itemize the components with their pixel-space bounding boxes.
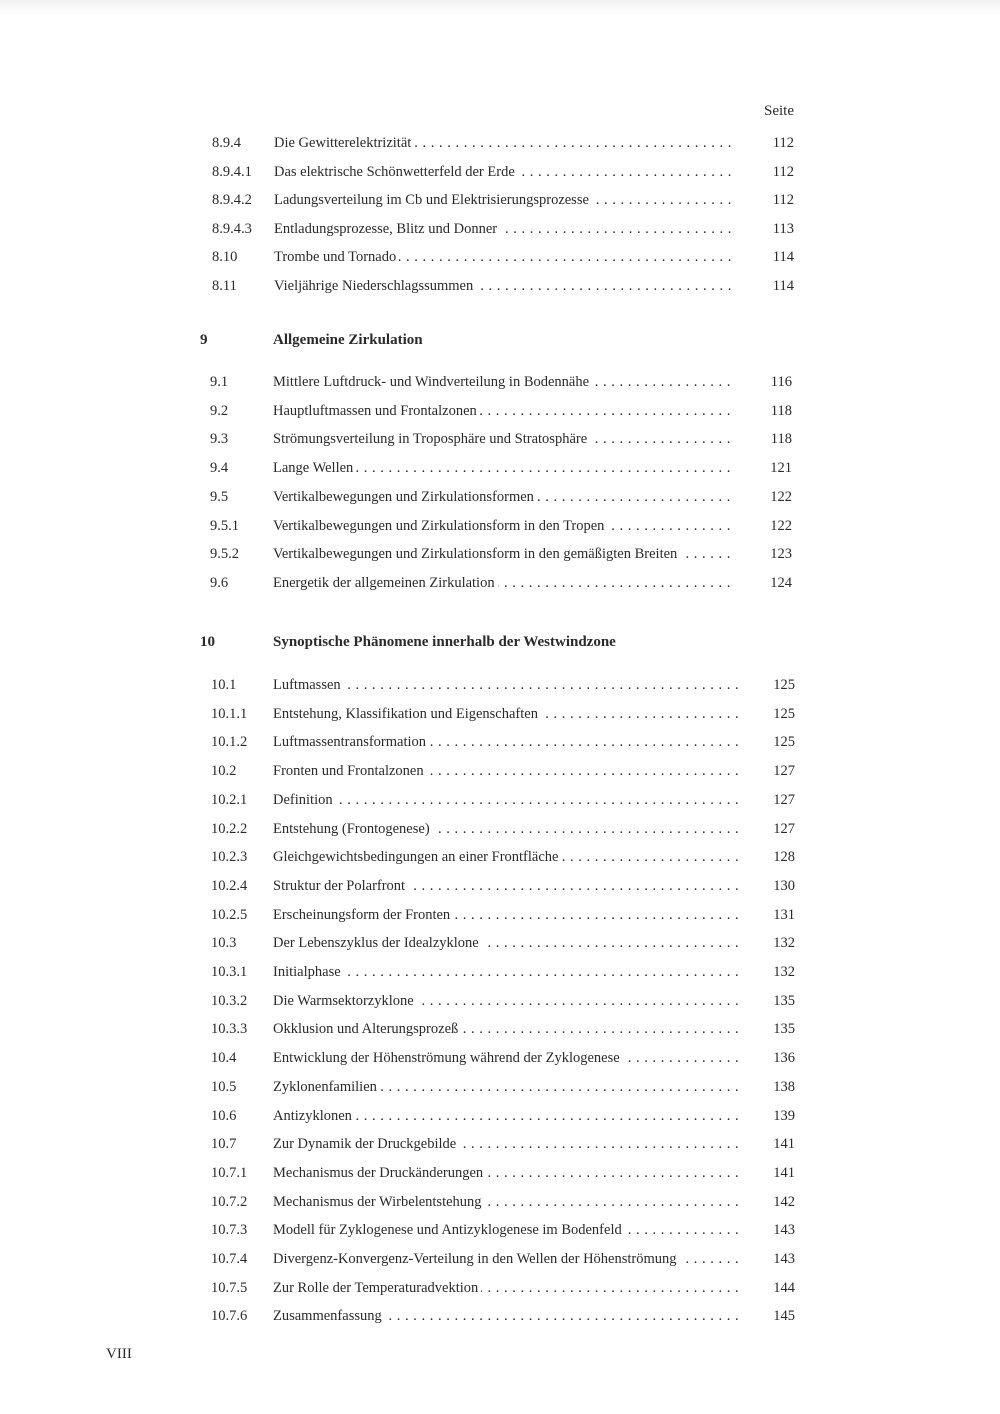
- entry-title: [273, 428, 736, 450]
- entry-title-text: Der Lebenszyklus der Idealzyklone: [273, 935, 482, 951]
- entry-title: [273, 674, 738, 696]
- entry-number: 10.7: [211, 1136, 237, 1152]
- entry-number: 10.3: [211, 935, 237, 951]
- entry-title-text: Antizyklonen: [273, 1108, 355, 1124]
- toc-entry[interactable]: [211, 990, 795, 1012]
- chapter-number: 10: [200, 634, 215, 650]
- entry-title: [274, 161, 736, 183]
- entry-page-number: 132: [773, 935, 795, 951]
- entry-page-number: 114: [772, 249, 794, 265]
- entry-number: 10.2.1: [211, 792, 248, 808]
- entry-number: 10.2: [211, 763, 237, 779]
- entry-title: [273, 1047, 738, 1069]
- toc-entry[interactable]: [211, 1277, 795, 1299]
- entry-page-number: 112: [772, 192, 794, 208]
- entry-title: [273, 572, 736, 594]
- page-number: VIII: [106, 1346, 132, 1362]
- entry-page-number: 122: [770, 518, 792, 534]
- toc-entry[interactable]: [211, 1305, 795, 1327]
- entry-title: [273, 1076, 738, 1098]
- entry-title-text: Das elektrische Schönwetterfeld der Erde: [274, 164, 518, 180]
- entry-number: 10.3.2: [211, 993, 248, 1009]
- entry-title-text: Strömungsverteilung in Troposphäre und Stratosphäre: [273, 431, 590, 447]
- entry-page-number: 139: [773, 1108, 795, 1124]
- entry-title-text: Zur Rolle der Temperaturadvektion: [273, 1280, 481, 1296]
- entry-page-number: 118: [770, 403, 792, 419]
- entry-number: 10.1.2: [211, 734, 248, 750]
- entry-number: 9.1: [210, 374, 229, 390]
- entry-title-text: Zur Dynamik der Druckgebilde: [273, 1136, 459, 1152]
- entry-title: [273, 457, 736, 479]
- entry-number: 10.7.3: [211, 1222, 248, 1238]
- entry-title-text: Erscheinungsform der Fronten: [273, 907, 453, 923]
- entry-page-number: 135: [773, 993, 795, 1009]
- entry-title-text: Entstehung (Frontogenese): [273, 821, 433, 837]
- entry-title: [273, 731, 738, 753]
- entry-title-text: Energetik der allgemeinen Zirkulation: [273, 575, 498, 591]
- toc-entry[interactable]: [211, 1076, 795, 1098]
- entry-title: [274, 275, 736, 297]
- entry-title-text: Divergenz-Konvergenz-Verteilung in den Wellen der Höhenströmung: [273, 1251, 680, 1267]
- toc-entry[interactable]: [211, 961, 795, 983]
- entry-page-number: 145: [773, 1308, 795, 1324]
- entry-page-number: 128: [773, 849, 795, 865]
- entry-number: 10.7.1: [211, 1165, 248, 1181]
- entry-number: 10.7.2: [211, 1194, 248, 1210]
- entry-number: 8.10: [212, 249, 238, 265]
- entry-title: [274, 218, 736, 240]
- entry-number: 10.3.3: [211, 1021, 248, 1037]
- entry-page-number: 136: [773, 1050, 795, 1066]
- entry-title: [274, 132, 736, 154]
- entry-number: 10.2.3: [211, 849, 248, 865]
- entry-number: 9.5.1: [210, 518, 239, 534]
- entry-title-text: Mechanismus der Druckänderungen: [273, 1165, 486, 1181]
- entry-title: [273, 1277, 738, 1299]
- entry-page-number: 127: [773, 792, 795, 808]
- entry-title-text: Zyklonenfamilien: [273, 1079, 380, 1095]
- entry-page-number: 121: [770, 460, 792, 476]
- toc-entry[interactable]: [211, 932, 795, 954]
- entry-page-number: 131: [773, 907, 795, 923]
- entry-title: [273, 1105, 738, 1127]
- entry-title-text: Luftmassen: [273, 677, 344, 693]
- entry-title-text: Mechanismus der Wirbelentstehung: [273, 1194, 485, 1210]
- entry-page-number: 124: [770, 575, 792, 591]
- entry-title: [273, 1191, 738, 1213]
- entry-title: [273, 1248, 738, 1270]
- toc-entry[interactable]: [212, 218, 794, 240]
- toc-entry[interactable]: [211, 703, 795, 725]
- entry-title-text: Vieljährige Niederschlagssummen: [274, 278, 476, 294]
- toc-entry[interactable]: [211, 1219, 795, 1241]
- chapter-number: 9: [200, 332, 208, 348]
- page-header-shade: [0, 0, 1000, 16]
- toc-entry[interactable]: [211, 1248, 795, 1270]
- toc-entry[interactable]: [210, 572, 792, 594]
- entry-title: [273, 1162, 738, 1184]
- entry-title: [273, 932, 738, 954]
- entry-page-number: 113: [772, 221, 794, 237]
- entry-title: [273, 486, 736, 508]
- entry-title-text: Trombe und Tornado: [274, 249, 399, 265]
- entry-number: 9.4: [210, 460, 229, 476]
- toc-entry[interactable]: [211, 1133, 795, 1155]
- entry-number: 10.2.2: [211, 821, 248, 837]
- toc-entry[interactable]: [211, 789, 795, 811]
- entry-page-number: 114: [772, 278, 794, 294]
- entry-page-number: 116: [770, 374, 792, 390]
- toc-entry[interactable]: [211, 1162, 795, 1184]
- entry-title-text: Ladungsverteilung im Cb und Elektrisierungsprozesse: [274, 192, 592, 208]
- toc-entry[interactable]: [210, 371, 792, 393]
- entry-number: 8.9.4.2: [212, 192, 252, 208]
- entry-number: 8.11: [212, 278, 237, 294]
- chapter-heading: [0, 328, 1000, 352]
- chapter-title: Synoptische Phänomene innerhalb der Westwindzone: [273, 634, 616, 650]
- entry-title: [273, 990, 738, 1012]
- entry-title-text: Okklusion und Alterungsprozeß: [273, 1021, 461, 1037]
- entry-number: 10.6: [211, 1108, 237, 1124]
- entry-title: [273, 961, 738, 983]
- toc-entry[interactable]: [210, 543, 792, 565]
- toc-entry[interactable]: [211, 760, 795, 782]
- entry-page-number: 141: [773, 1165, 795, 1181]
- entry-number: 10.1: [211, 677, 237, 693]
- entry-title: [273, 1219, 738, 1241]
- entry-number: 9.6: [210, 575, 229, 591]
- toc-entry[interactable]: [212, 246, 794, 268]
- page-column-heading: Seite: [764, 103, 794, 119]
- entry-title: [273, 1018, 738, 1040]
- entry-number: 9.5.2: [210, 546, 239, 562]
- toc-entry[interactable]: [211, 1047, 795, 1069]
- entry-page-number: 118: [770, 431, 792, 447]
- entry-title-text: Gleichgewichtsbedingungen an einer Frontfläche: [273, 849, 561, 865]
- entry-number: 10.5: [211, 1079, 237, 1095]
- toc-entry[interactable]: [211, 1018, 795, 1040]
- entry-page-number: 132: [773, 964, 795, 980]
- entry-page-number: 112: [772, 135, 794, 151]
- entry-number: 9.2: [210, 403, 229, 419]
- entry-page-number: 127: [773, 821, 795, 837]
- entry-title: [273, 400, 736, 422]
- entry-title: [273, 818, 738, 840]
- entry-number: 10.2.4: [211, 878, 248, 894]
- entry-title: [273, 760, 738, 782]
- entry-title-text: Entwicklung der Höhenströmung während der Zyklogenese: [273, 1050, 623, 1066]
- entry-number: 10.1.1: [211, 706, 248, 722]
- entry-title-text: Vertikalbewegungen und Zirkulationsform in den gemäßigten Breiten: [273, 546, 680, 562]
- entry-page-number: 112: [772, 164, 794, 180]
- entry-page-number: 125: [773, 734, 795, 750]
- entry-number: 10.7.4: [211, 1251, 248, 1267]
- entry-number: 9.5: [210, 489, 229, 505]
- toc-entry[interactable]: [211, 904, 795, 926]
- entry-title-text: Definition: [273, 792, 336, 808]
- entry-title: [273, 846, 738, 868]
- entry-title: [274, 189, 736, 211]
- entry-page-number: 125: [773, 677, 795, 693]
- toc-entry[interactable]: [210, 515, 792, 537]
- entry-title-text: Struktur der Polarfront: [273, 878, 408, 894]
- entry-title: [274, 246, 736, 268]
- entry-title: [273, 703, 738, 725]
- toc-entry[interactable]: [211, 731, 795, 753]
- toc-entry[interactable]: [211, 875, 795, 897]
- entry-title-text: Modell für Zyklogenese und Antizyklogenese im Bodenfeld: [273, 1222, 625, 1238]
- toc-entry[interactable]: [210, 400, 792, 422]
- toc-entry[interactable]: [211, 1105, 795, 1127]
- toc-entry[interactable]: [212, 189, 794, 211]
- entry-number: 10.2.5: [211, 907, 248, 923]
- entry-page-number: 142: [773, 1194, 795, 1210]
- entry-title: [273, 515, 736, 537]
- entry-number: 10.7.5: [211, 1280, 248, 1296]
- entry-title: [273, 371, 736, 393]
- entry-page-number: 135: [773, 1021, 795, 1037]
- entry-page-number: 122: [770, 489, 792, 505]
- entry-title-text: Lange Wellen: [273, 460, 356, 476]
- entry-title: [273, 904, 738, 926]
- toc-entry[interactable]: [211, 1191, 795, 1213]
- entry-title-text: Vertikalbewegungen und Zirkulationsformen: [273, 489, 537, 505]
- entry-title-text: Hauptluftmassen und Frontalzonen: [273, 403, 480, 419]
- entry-title: [273, 875, 738, 897]
- toc-entry[interactable]: [212, 275, 794, 297]
- toc-entry[interactable]: [211, 818, 795, 840]
- entry-number: 8.9.4.3: [212, 221, 252, 237]
- chapter-heading: [0, 630, 1000, 654]
- entry-title: [273, 543, 736, 565]
- entry-page-number: 125: [773, 706, 795, 722]
- entry-number: 10.7.6: [211, 1308, 248, 1324]
- toc-entry[interactable]: [211, 674, 795, 696]
- entry-title: [273, 1305, 738, 1327]
- entry-page-number: 130: [773, 878, 795, 894]
- entry-number: 10.4: [211, 1050, 237, 1066]
- entry-title-text: Entladungsprozesse, Blitz und Donner: [274, 221, 500, 237]
- toc-entry[interactable]: [212, 161, 794, 183]
- toc-entry[interactable]: [210, 457, 792, 479]
- entry-number: 9.3: [210, 431, 229, 447]
- entry-number: 8.9.4.1: [212, 164, 252, 180]
- entry-title: [273, 789, 738, 811]
- entry-title-text: Luftmassentransformation: [273, 734, 429, 750]
- entry-title-text: Entstehung, Klassifikation und Eigenschaften: [273, 706, 541, 722]
- toc-entry[interactable]: [210, 486, 792, 508]
- toc-entry[interactable]: [211, 846, 795, 868]
- entry-title-text: Zusammenfassung: [273, 1308, 385, 1324]
- entry-title-text: Die Gewitterelektrizität: [274, 135, 414, 151]
- entry-title: [273, 1133, 738, 1155]
- entry-page-number: 123: [770, 546, 792, 562]
- entry-title-text: Vertikalbewegungen und Zirkulationsform in den Tropen: [273, 518, 607, 534]
- toc-entry[interactable]: [212, 132, 794, 154]
- entry-page-number: 127: [773, 763, 795, 779]
- entry-title-text: Initialphase: [273, 964, 344, 980]
- entry-title-text: Fronten und Frontalzonen: [273, 763, 427, 779]
- entry-page-number: 144: [773, 1280, 795, 1296]
- chapter-title: Allgemeine Zirkulation: [273, 332, 423, 348]
- entry-page-number: 138: [773, 1079, 795, 1095]
- entry-page-number: 143: [773, 1251, 795, 1267]
- toc-entry[interactable]: [210, 428, 792, 450]
- entry-number: 8.9.4: [212, 135, 241, 151]
- entry-title-text: Die Warmsektorzyklone: [273, 993, 417, 1009]
- entry-title-text: Mittlere Luftdruck- und Windverteilung in Bodennähe: [273, 374, 592, 390]
- entry-number: 10.3.1: [211, 964, 248, 980]
- entry-page-number: 141: [773, 1136, 795, 1152]
- entry-page-number: 143: [773, 1222, 795, 1238]
